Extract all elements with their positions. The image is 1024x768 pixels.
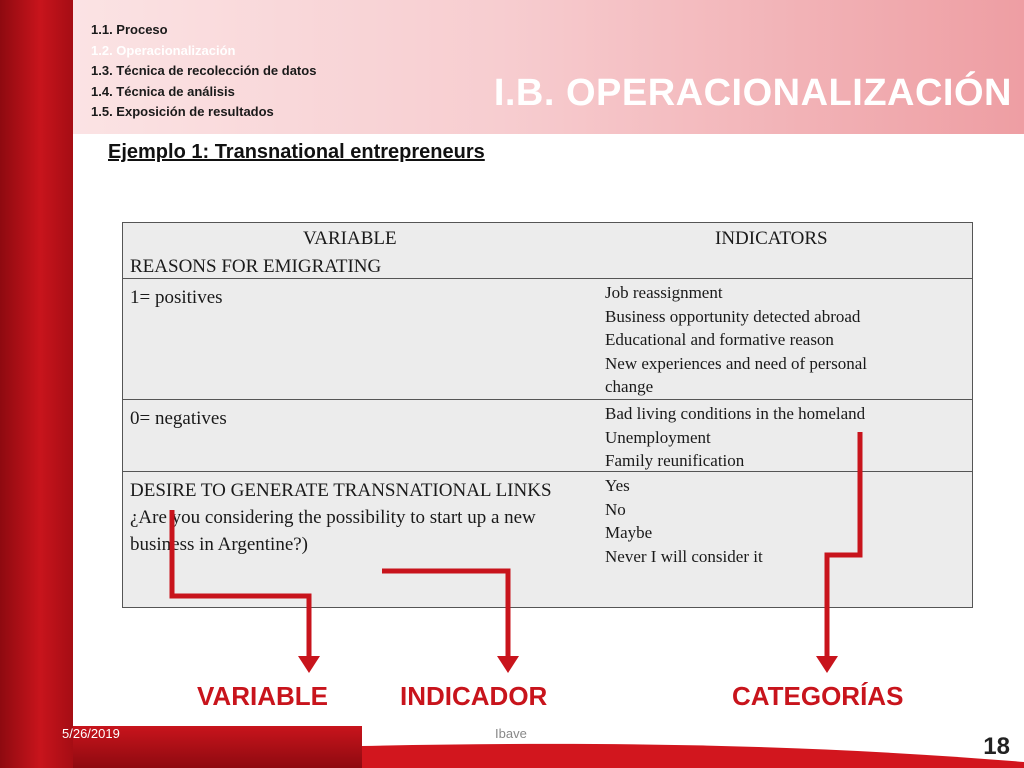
indicator-item: Bad living conditions in the homeland bbox=[605, 404, 866, 423]
page-number: 18 bbox=[983, 733, 1010, 760]
callout-categorias: CATEGORÍAS bbox=[732, 681, 904, 711]
indicator-item: Job reassignment bbox=[605, 283, 723, 302]
row-label: 0= negatives bbox=[130, 408, 227, 429]
row-label bbox=[130, 477, 590, 558]
footer-author: Ibave bbox=[495, 726, 527, 741]
indicator-item: change bbox=[605, 377, 654, 396]
arrowhead-categorias bbox=[816, 656, 838, 673]
category-item: No bbox=[605, 499, 626, 519]
row-label: 1= positives bbox=[130, 287, 223, 308]
indicator-item: New experiences and need of personal bbox=[605, 353, 867, 373]
variable-name: REASONS FOR EMIGRATING bbox=[130, 256, 382, 277]
example-title: Ejemplo 1: Transnational entrepreneurs bbox=[108, 141, 485, 163]
outline-item-active: 1.2. Operacionalización bbox=[91, 42, 236, 58]
outline-item: 1.3. Técnica de recolección de datos bbox=[91, 63, 317, 78]
column-header-indicators: INDICATORS bbox=[715, 228, 828, 249]
operationalization-table bbox=[122, 222, 973, 608]
column-header-variable: VARIABLE bbox=[303, 228, 397, 249]
category-item: Maybe bbox=[605, 523, 653, 542]
category-item: Never I will consider it bbox=[605, 546, 763, 566]
outline-item: 1.4. Técnica de análisis bbox=[91, 83, 235, 99]
indicator-question: ¿Are you considering the possibility to start up a new business in Argentine?) bbox=[130, 507, 536, 555]
footer-swoosh bbox=[362, 740, 1024, 768]
left-accent-bar bbox=[0, 0, 73, 768]
arrowhead-indicador bbox=[497, 656, 519, 673]
indicator-item: Unemployment bbox=[605, 427, 711, 447]
table-row bbox=[123, 399, 972, 472]
outline-item: 1.5. Exposición de resultados bbox=[91, 104, 274, 119]
category-list bbox=[605, 474, 763, 568]
category-item: Yes bbox=[605, 476, 630, 495]
slide-header bbox=[73, 0, 1024, 134]
outline-item: 1.1. Proceso bbox=[91, 22, 168, 37]
table-header-row bbox=[123, 223, 972, 278]
table-row bbox=[123, 471, 972, 609]
slide-title: I.B. OPERACIONALIZACIÓN bbox=[493, 72, 1012, 114]
indicator-item: Family reunification bbox=[605, 451, 745, 470]
indicator-list bbox=[605, 281, 867, 399]
indicator-item: Educational and formative reason bbox=[605, 330, 834, 349]
callout-variable: VARIABLE bbox=[197, 681, 328, 711]
arrowhead-variable bbox=[298, 656, 320, 673]
table-row bbox=[123, 278, 972, 400]
indicator-list bbox=[605, 402, 865, 473]
footer-date: 5/26/2019 bbox=[62, 726, 120, 741]
variable-desire: DESIRE TO GENERATE TRANSNATIONAL LINKS bbox=[130, 480, 552, 501]
outline-list bbox=[91, 20, 316, 123]
callout-indicador: INDICADOR bbox=[400, 681, 548, 711]
indicator-item: Business opportunity detected abroad bbox=[605, 306, 861, 326]
